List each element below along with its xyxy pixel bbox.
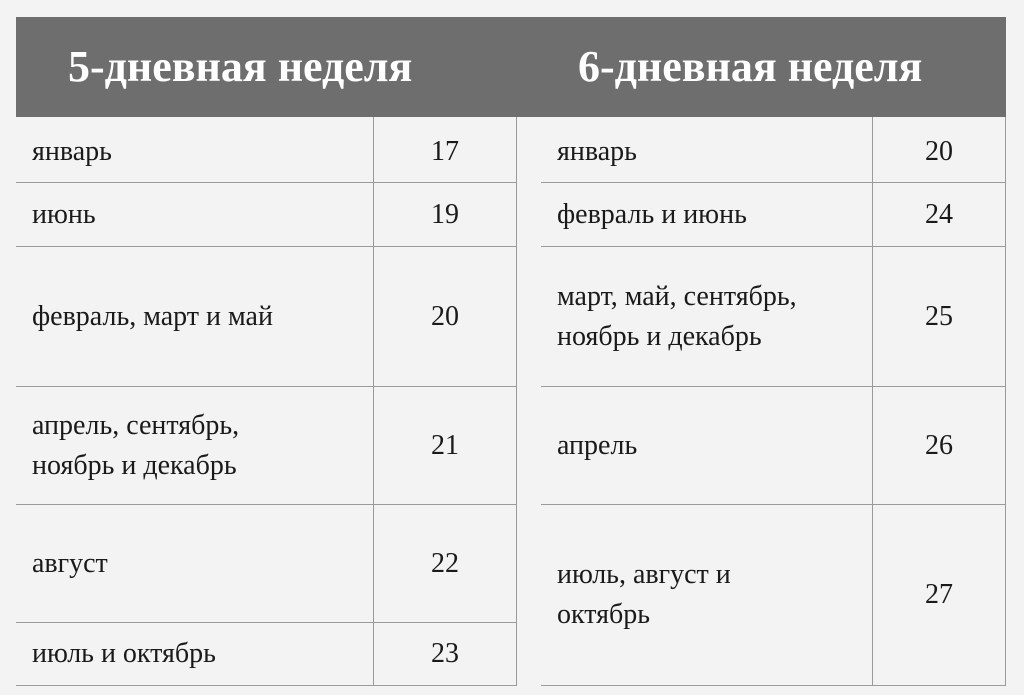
table-row-month: январь <box>557 135 637 167</box>
table-row-value: 20 <box>431 300 459 332</box>
five-day-week-title: 5-дневная неделя <box>68 42 413 91</box>
table-row-value: 21 <box>431 429 459 461</box>
table-header-bar <box>16 17 1006 117</box>
table-border <box>1005 117 1006 686</box>
table-row-value: 17 <box>431 135 459 167</box>
table-row-month: февраль, март и май <box>32 300 273 332</box>
six-day-week-title: 6-дневная неделя <box>578 42 923 91</box>
table-row-value: 19 <box>431 198 459 230</box>
table-row-month: июль, август и октябрь <box>557 559 731 630</box>
table-row-month: июнь <box>32 198 96 230</box>
table-row-month: апрель <box>557 429 638 461</box>
table-row-value: 26 <box>925 429 953 461</box>
table-row-value: 23 <box>431 638 459 669</box>
table-row-month: апрель, сентябрь, ноябрь и декабрь <box>32 409 240 481</box>
table-row-month: июль и октябрь <box>32 638 216 669</box>
table-row-value: 24 <box>925 198 953 230</box>
row-divider <box>16 685 517 686</box>
table-row-month: август <box>32 547 108 579</box>
table-row-month: январь <box>32 135 112 167</box>
table-row-value: 22 <box>431 547 459 579</box>
table-row-value: 27 <box>925 579 953 610</box>
table-border <box>516 117 517 686</box>
row-divider <box>541 685 1006 686</box>
table-row-month: февраль и июнь <box>557 198 747 230</box>
table-row-value: 25 <box>925 300 953 332</box>
table-row-month: март, май, сентябрь, ноябрь и декабрь <box>557 280 797 352</box>
table-row-value: 20 <box>925 135 953 167</box>
